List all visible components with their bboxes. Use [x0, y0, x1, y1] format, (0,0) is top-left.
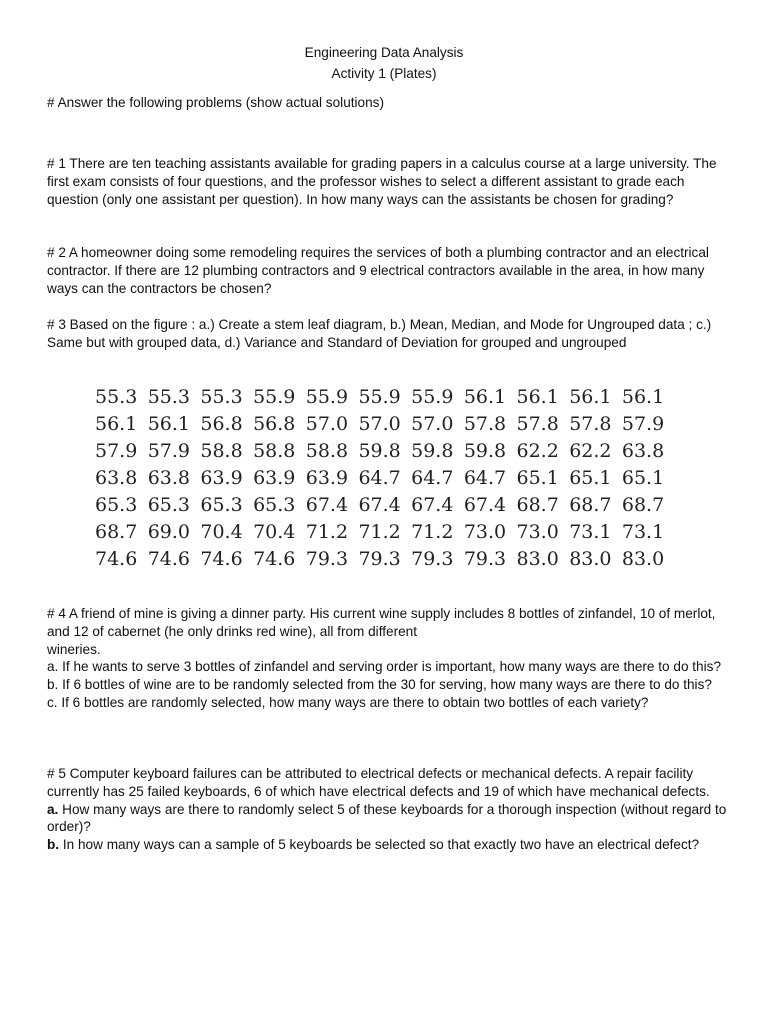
- problem-5-part-a-label: a.: [47, 801, 59, 817]
- data-value: 56.1: [569, 385, 612, 408]
- data-value: 63.8: [95, 466, 138, 489]
- data-value: 79.3: [305, 547, 349, 570]
- data-value: 71.2: [305, 520, 349, 543]
- data-row: [95, 545, 675, 572]
- data-value: 55.9: [305, 385, 349, 408]
- data-value: 57.9: [147, 439, 190, 462]
- data-value: 67.4: [358, 493, 401, 516]
- data-row: [95, 491, 675, 518]
- data-value: 71.2: [411, 520, 454, 543]
- data-row: [95, 464, 675, 491]
- data-value: 79.3: [411, 547, 454, 570]
- data-value: 55.9: [358, 385, 401, 408]
- problem-4-intro-cont: wineries.: [47, 641, 101, 657]
- data-value: 83.0: [621, 547, 665, 570]
- problem-2: # 2 A homeowner doing some remodeling requires the services of both a plumbing contractor and an electrical contractor. If there are 12 plumbing contractors and 9 electrical contractors available in the area, in how many ways can the contractors be chosen?: [47, 245, 709, 296]
- data-value: 58.8: [305, 439, 349, 462]
- problem-5-part-b-label: b.: [47, 837, 60, 853]
- data-value: 55.3: [147, 385, 190, 408]
- data-value: 83.0: [516, 547, 559, 570]
- data-value: 57.9: [621, 412, 665, 435]
- problem-3: # 3 Based on the figure : a.) Create a stem leaf diagram, b.) Mean, Median, and Mode for Ungrouped data ; c.) Same but with grouped data, d.) Variance and Standard of Deviation for grouped and ungrouped: [47, 317, 712, 350]
- data-value: 68.7: [569, 493, 612, 516]
- data-value: 74.6: [147, 547, 190, 570]
- data-value: 64.7: [463, 466, 507, 489]
- problem-5-part-b-text: In how many ways can a sample of 5 keyboards be selected so that exactly two have an electrical defect?: [59, 837, 700, 853]
- data-value: 73.1: [569, 520, 612, 543]
- data-value: 70.4: [200, 520, 243, 543]
- data-value: 57.8: [463, 412, 507, 435]
- data-value: 57.9: [95, 439, 138, 462]
- data-value: 71.2: [358, 520, 401, 543]
- data-value: 74.6: [95, 547, 138, 570]
- problem-4-part-a: a. If he wants to serve 3 bottles of zinfandel and serving order is important, how many ways are there to do this?: [47, 659, 721, 675]
- data-value: 67.4: [463, 493, 507, 516]
- data-value: 57.0: [305, 412, 349, 435]
- data-row: [95, 410, 675, 437]
- data-value: 67.4: [411, 493, 454, 516]
- data-value: 65.3: [147, 493, 190, 516]
- data-value: 62.2: [569, 439, 612, 462]
- data-value: 56.8: [200, 412, 243, 435]
- data-value: 83.0: [569, 547, 612, 570]
- data-value: 58.8: [253, 439, 296, 462]
- data-value: 69.0: [147, 520, 190, 543]
- data-value: 65.3: [95, 493, 138, 516]
- data-value: 63.9: [305, 466, 349, 489]
- data-value: 55.3: [95, 385, 138, 408]
- data-value: 65.1: [569, 466, 612, 489]
- instruction-text: # Answer the following problems (show actual solutions): [47, 95, 384, 110]
- data-value: 56.1: [516, 385, 559, 408]
- data-value: 59.8: [411, 439, 454, 462]
- data-value: 55.9: [253, 385, 296, 408]
- problem-4-part-c: c. If 6 bottles are randomly selected, how many ways are there to obtain two bottles of each variety?: [47, 694, 649, 710]
- data-value: 63.8: [621, 439, 665, 462]
- data-value: 58.8: [200, 439, 243, 462]
- data-value: 55.9: [411, 385, 454, 408]
- data-row: [95, 518, 675, 545]
- data-value: 57.8: [569, 412, 612, 435]
- data-value: 57.0: [411, 412, 454, 435]
- data-value: 57.0: [358, 412, 401, 435]
- data-value: 79.3: [358, 547, 401, 570]
- data-value: 65.3: [253, 493, 296, 516]
- data-figure: [95, 383, 675, 572]
- data-value: 68.7: [95, 520, 138, 543]
- data-value: 65.1: [621, 466, 665, 489]
- data-value: 74.6: [200, 547, 243, 570]
- data-value: 65.3: [200, 493, 243, 516]
- data-value: 65.1: [516, 466, 559, 489]
- data-row: [95, 437, 675, 464]
- data-row: [95, 383, 675, 410]
- data-value: 56.1: [95, 412, 138, 435]
- data-value: 73.1: [621, 520, 665, 543]
- problem-4: [47, 605, 727, 712]
- document-subtitle: Activity 1 (Plates): [331, 66, 437, 81]
- problem-5-part-a: [47, 801, 727, 837]
- problem-5-intro: # 5 Computer keyboard failures can be attributed to electrical defects or mechanical defects. A repair facility currently has 25 failed keyboards, 6 of which have electrical defects and 19 of which have mechanical defects.: [47, 766, 710, 799]
- data-value: 73.0: [463, 520, 507, 543]
- data-value: 59.8: [463, 439, 507, 462]
- data-value: 63.9: [200, 466, 243, 489]
- document-title: Engineering Data Analysis: [304, 45, 464, 60]
- data-value: 68.7: [621, 493, 665, 516]
- data-value: 70.4: [253, 520, 296, 543]
- problem-4-intro: # 4 A friend of mine is giving a dinner party. His current wine supply includes 8 bottles of zinfandel, 10 of merlot, and 12 of cabernet (he only drinks red wine), all from different: [47, 606, 716, 639]
- data-value: 64.7: [358, 466, 401, 489]
- data-value: 74.6: [253, 547, 296, 570]
- data-value: 63.9: [253, 466, 296, 489]
- problem-1: # 1 There are ten teaching assistants available for grading papers in a calculus course at a large university. The first exam consists of four questions, and the professor wishes to select a different assistant to grade each question (only one assistant per question). In how many ways can the assistants be chosen for grading?: [47, 156, 717, 207]
- data-value: 73.0: [516, 520, 559, 543]
- problem-4-part-b: b. If 6 bottles of wine are to be randomly selected from the 30 for serving, how many ways are there to do this?: [47, 677, 712, 693]
- data-value: 56.1: [147, 412, 190, 435]
- data-value: 55.3: [200, 385, 243, 408]
- data-value: 56.1: [463, 385, 507, 408]
- data-value: 68.7: [516, 493, 559, 516]
- problem-5: [47, 765, 727, 854]
- data-value: 62.2: [516, 439, 559, 462]
- data-value: 56.8: [253, 412, 296, 435]
- problem-5-part-b: [47, 836, 727, 854]
- data-value: 79.3: [463, 547, 507, 570]
- data-value: 63.8: [147, 466, 190, 489]
- data-value: 56.1: [621, 385, 665, 408]
- data-value: 59.8: [358, 439, 401, 462]
- problem-5-part-a-text: How many ways are there to randomly select 5 of these keyboards for a thorough inspection (without regard to order)?: [47, 801, 727, 835]
- data-value: 57.8: [516, 412, 559, 435]
- data-value: 67.4: [305, 493, 349, 516]
- data-value: 64.7: [411, 466, 454, 489]
